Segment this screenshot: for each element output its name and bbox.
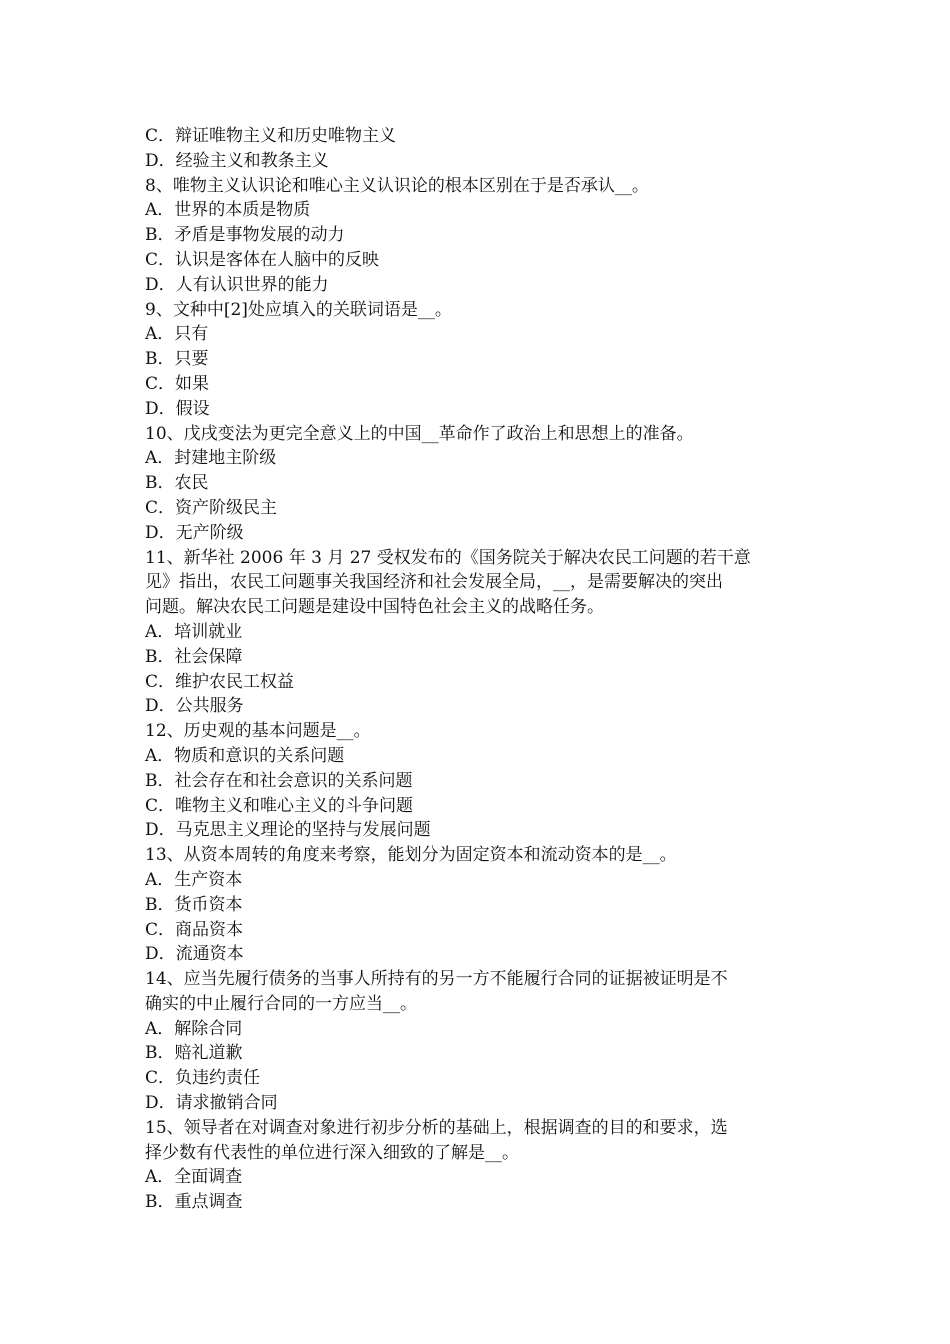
option-d-q12: D．马克思主义理论的坚持与发展问题	[145, 820, 431, 841]
option-d-q8: D．人有认识世界的能力	[145, 274, 329, 295]
option-a-q9: A．只有	[145, 324, 209, 345]
option-d-q10: D．无产阶级	[145, 522, 244, 543]
question-11-line-3: 问题。解决农民工问题是建设中国特色社会主义的战略任务。	[145, 597, 604, 618]
option-a-q10: A．封建地主阶级	[145, 448, 277, 469]
option-c-q10: C．资产阶级民主	[145, 497, 278, 518]
question-15-line-1: 15、领导者在对调查对象进行初步分析的基础上，根据调查的目的和要求，选	[145, 1117, 728, 1138]
option-a-q13: A．生产资本	[145, 869, 243, 890]
option-a-q8: A．世界的本质是物质	[145, 200, 311, 221]
option-c-q9: C．如果	[145, 373, 210, 394]
question-15-line-2: 择少数有代表性的单位进行深入细致的了解是__。	[145, 1142, 519, 1163]
option-b-q12: B．社会存在和社会意识的关系问题	[145, 770, 413, 791]
document-body	[145, 124, 810, 1215]
option-a-q14: A．解除合同	[145, 1018, 243, 1039]
option-c-q11: C．维护农民工权益	[145, 671, 295, 692]
option-d-q9: D．假设	[145, 398, 210, 419]
option-b-q9: B．只要	[145, 349, 209, 370]
question-14-line-2: 确实的中止履行合同的一方应当__。	[145, 993, 417, 1014]
question-9: 9、文种中[2]处应填入的关联词语是__。	[145, 299, 452, 320]
question-8: 8、唯物主义认识论和唯心主义认识论的根本区别在于是否承认__。	[145, 175, 649, 196]
option-b-q14: B．赔礼道歉	[145, 1043, 243, 1064]
option-c-q7: C．辩证唯物主义和历史唯物主义	[145, 126, 397, 146]
option-c-q14: C．负违约责任	[145, 1068, 261, 1089]
question-14-line-1: 14、应当先履行债务的当事人所持有的另一方不能履行合同的证据被证明是不	[145, 969, 728, 990]
option-a-q15: A．全面调查	[145, 1167, 243, 1188]
question-10: 10、戊戌变法为更完全意义上的中国__革命作了政治上和思想上的准备。	[145, 423, 694, 444]
question-11-line-1: 11、新华社 2006 年 3 月 27 受权发布的《国务院关于解决农民工问题的若干意	[145, 547, 751, 568]
option-b-q11: B．社会保障	[145, 646, 243, 667]
option-c-q8: C．认识是客体在人脑中的反映	[145, 249, 380, 270]
option-a-q12: A．物质和意识的关系问题	[145, 745, 345, 766]
option-c-q13: C．商品资本	[145, 919, 244, 940]
option-d-q11: D．公共服务	[145, 696, 244, 717]
option-d-q13: D．流通资本	[145, 944, 244, 965]
option-b-q10: B．农民	[145, 473, 209, 494]
option-c-q12: C．唯物主义和唯心主义的斗争问题	[145, 795, 414, 816]
question-11-line-2: 见》指出，农民工问题事关我国经济和社会发展全局，__，是需要解决的突出	[145, 572, 723, 593]
option-b-q15: B．重点调查	[145, 1192, 243, 1213]
option-b-q13: B．货币资本	[145, 894, 243, 915]
option-d-q7: D．经验主义和教条主义	[145, 150, 329, 171]
question-13: 13、从资本周转的角度来考察，能划分为固定资本和流动资本的是__。	[145, 845, 677, 866]
option-d-q14: D．请求撤销合同	[145, 1093, 278, 1114]
option-b-q8: B．矛盾是事物发展的动力	[145, 225, 345, 246]
question-12: 12、历史观的基本问题是__。	[145, 721, 371, 742]
option-a-q11: A．培训就业	[145, 621, 243, 642]
